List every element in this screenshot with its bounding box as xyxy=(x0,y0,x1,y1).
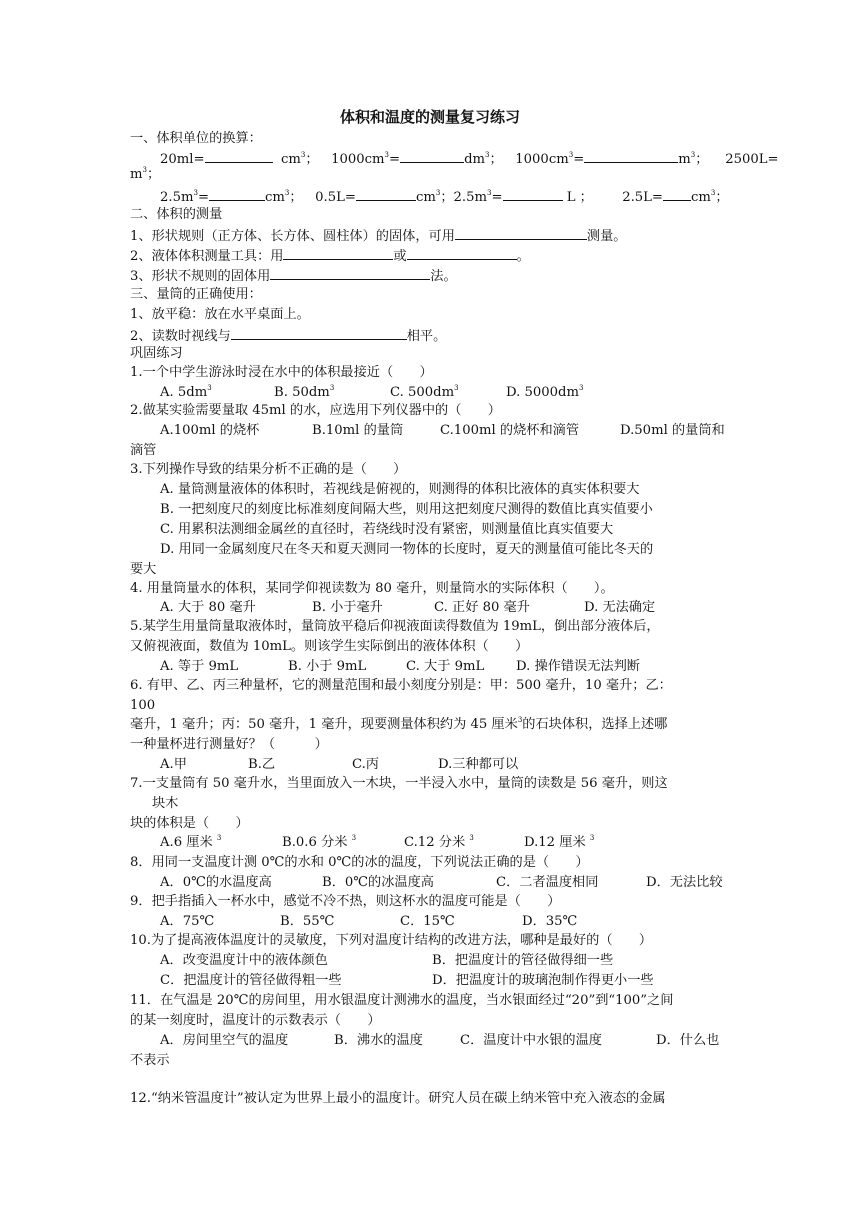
option-d[interactable] xyxy=(524,834,594,852)
option-b[interactable]: B．55℃ xyxy=(280,914,335,929)
option-a[interactable]: A. 等于 9mL xyxy=(160,659,239,674)
option-text: B. 50dm xyxy=(274,385,330,400)
question-9-stem: 9．把手指插入一杯水中，感觉不冷不热，则这杯水的温度可能是（ ） xyxy=(130,894,561,909)
option-d[interactable]: D. 用同一金属刻度尺在冬天和夏天测同一物体的长度时，夏天的测量值可能比冬天的 xyxy=(160,542,654,557)
question-1-options xyxy=(160,384,760,402)
question-8-stem: 8．用同一支温度计测 0℃的水和 0℃的冰的温度，下列说法正确的是（ ） xyxy=(130,855,589,870)
unit-label: cm xyxy=(415,190,436,205)
question-1-stem: 1.一个中学生游泳时浸在水中的体积最接近（ ） xyxy=(130,365,433,380)
option-text: D.12 厘米 xyxy=(524,835,586,850)
page-title: 体积和温度的测量复习练习 xyxy=(339,108,520,126)
answer-blank[interactable] xyxy=(231,326,407,340)
option-a[interactable]: A.100ml 的烧杯 xyxy=(160,423,260,438)
conv-2.5L: 2.5L= xyxy=(622,190,663,205)
question-9-options xyxy=(160,913,760,931)
question-7-line-3: 块的体积是（ ） xyxy=(130,816,249,831)
option-c[interactable]: C. 用累积法测细金属丝的直径时，若绕线时没有紧密，则测量值比真实值要大 xyxy=(160,522,614,537)
unit-conversion-row-2 xyxy=(160,187,730,207)
option-d[interactable] xyxy=(506,384,583,402)
question-11-line-2: 的某一刻度时，温度计的示数表示（ ） xyxy=(130,1013,381,1028)
equals: = xyxy=(491,190,503,205)
superscript: 3 xyxy=(207,384,212,392)
option-a[interactable]: A．房间里空气的温度 xyxy=(160,1033,289,1048)
question-11-wrap: 不表示 xyxy=(130,1053,170,1068)
question-11-line-1: 11．在气温是 20℃的房间里，用水银温度计测沸水的温度，当水银面经过“20”到“100”之间 xyxy=(130,993,674,1008)
conv-20ml: 20ml= xyxy=(160,152,205,167)
option-c[interactable] xyxy=(390,384,506,402)
question-6-line-4: 一种量杯进行测量好？（ ） xyxy=(130,737,328,752)
question-11-options xyxy=(160,1032,730,1050)
separator: ； xyxy=(715,190,729,205)
option-d[interactable]: D.三种都可以 xyxy=(438,757,519,772)
practice-heading: 巩固练习 xyxy=(130,346,183,361)
option-b[interactable] xyxy=(274,384,390,402)
question-10-stem: 10.为了提高液体温度计的灵敏度，下列对温度计结构的改进方法，哪种是最好的（ ） xyxy=(130,933,653,948)
answer-blank[interactable] xyxy=(663,187,691,201)
option-a[interactable]: A．75℃ xyxy=(160,914,215,929)
question-7-line-1: 7.一支量筒有 50 毫升水，当里面放入一木块，一半浸入水中，量筒的读数是 56 毫升，则这 xyxy=(130,776,668,791)
question-5-options xyxy=(160,658,760,676)
answer-blank[interactable] xyxy=(205,149,273,163)
option-text: B.0.6 分米 xyxy=(282,835,348,850)
option-b[interactable]: B．把温度计的管径做得细一些 xyxy=(432,953,614,968)
superscript: 3 xyxy=(690,151,696,159)
option-a[interactable]: A．0℃的水温度高 xyxy=(160,875,272,890)
line-text: 法。 xyxy=(430,269,457,284)
unit-label: cm xyxy=(280,152,301,167)
conv-2.5m3-L: 2.5m xyxy=(453,190,487,205)
section-1-heading: 一、体积单位的换算： xyxy=(130,131,262,146)
option-d[interactable]: D. 操作错误无法判断 xyxy=(516,659,640,674)
line-text: 相平。 xyxy=(406,329,447,344)
superscript: 3 xyxy=(142,166,147,174)
separator: ； xyxy=(289,190,303,205)
superscript: 3 xyxy=(351,834,357,842)
section-3-heading: 三、量筒的正确使用： xyxy=(130,287,262,302)
line-text: 或 xyxy=(393,249,407,264)
option-d[interactable]: D．无法比较 xyxy=(646,875,723,890)
option-d[interactable]: D. 无法确定 xyxy=(584,600,656,615)
question-6-line-1: 6. 有甲、乙、丙三种量杯，它的测量范围和最小刻度分别是：甲：500 毫升，10 毫升；乙： xyxy=(130,678,672,693)
unit-label: m xyxy=(678,152,691,167)
option-c[interactable]: C.100ml 的烧杯和滴管 xyxy=(440,423,580,438)
line-text: 测量。 xyxy=(586,229,627,244)
option-a[interactable]: A. 大于 80 毫升 xyxy=(160,600,256,615)
answer-blank[interactable] xyxy=(209,187,265,201)
option-text: D. 5000dm xyxy=(506,385,579,400)
option-b[interactable]: B. 一把刻度尺的刻度比标准刻度间隔大些，则用这把刻度尺测得的数值比真实值要小 xyxy=(160,502,653,517)
conv-1000cm3-dm: 1000cm xyxy=(331,152,385,167)
option-b[interactable]: B．沸水的温度 xyxy=(334,1033,423,1048)
separator: ； xyxy=(146,167,161,182)
question-6-options xyxy=(160,756,760,774)
line-text: 2、读数时视线与 xyxy=(130,329,231,344)
option-c[interactable]: C．二者温度相同 xyxy=(496,875,599,890)
option-d[interactable]: D．什么也 xyxy=(656,1033,720,1048)
option-d[interactable]: D．35℃ xyxy=(522,914,578,929)
option-a[interactable]: A．改变温度计中的液体颜色 xyxy=(160,953,328,968)
line-text: 的石块体积，选择上述哪 xyxy=(522,717,668,732)
line-text: 。 xyxy=(516,249,530,264)
superscript: 3 xyxy=(579,384,584,392)
irregular-solid-line xyxy=(130,266,730,286)
superscript: 3 xyxy=(486,189,492,197)
superscript: 3 xyxy=(216,834,222,842)
superscript: 3 xyxy=(329,384,335,392)
question-12-line-1: 12.“纳米管温度计”被认定为世界上最小的温度计。研究人员在碳上纳米管中充入液态的金属 xyxy=(130,1091,666,1106)
answer-blank[interactable] xyxy=(407,246,517,260)
option-text: A. 5dm xyxy=(160,385,208,400)
question-7-options xyxy=(160,834,760,852)
answer-blank[interactable] xyxy=(503,187,563,201)
option-d[interactable]: D.50ml 的量筒和 xyxy=(620,423,725,438)
option-c[interactable] xyxy=(404,834,524,852)
question-2-wrap: 滴管 xyxy=(130,443,157,458)
conv-1000cm3-m: 1000cm xyxy=(515,152,569,167)
answer-blank[interactable] xyxy=(283,246,393,260)
unit-label: L ； xyxy=(566,190,593,205)
line-text: 2、液体体积测量工具：用 xyxy=(130,249,284,264)
conv-0.5L: 0.5L= xyxy=(315,190,356,205)
superscript: 3 xyxy=(384,151,390,159)
option-text: A.6 厘米 xyxy=(160,835,213,850)
conv-2500L: 2500L= xyxy=(725,152,779,167)
option-a[interactable]: A.甲 xyxy=(160,757,187,772)
option-a[interactable] xyxy=(160,834,282,852)
equals: = xyxy=(197,190,210,205)
separator: ； xyxy=(305,152,319,167)
question-2-options xyxy=(160,422,730,440)
unit-label: m xyxy=(130,167,143,182)
superscript: 3 xyxy=(517,716,523,724)
option-a[interactable]: A. 量筒测量液体的体积时，若视线是俯视的，则测得的体积比液体的真实体积要大 xyxy=(160,482,640,497)
option-c[interactable]: C. 大于 9mL xyxy=(406,659,485,674)
superscript: 3 xyxy=(469,834,474,842)
question-8-options xyxy=(160,874,730,892)
question-6-line-3 xyxy=(130,716,730,734)
answer-blank[interactable] xyxy=(270,266,430,280)
superscript: 3 xyxy=(454,384,459,392)
superscript: 3 xyxy=(568,151,574,159)
regular-solid-line xyxy=(130,226,730,246)
answer-blank[interactable] xyxy=(400,149,464,163)
line-text: 毫升，1 毫升；丙：50 毫升，1 毫升，现要测量体积约为 45 厘米 xyxy=(130,717,518,732)
separator: ； xyxy=(695,152,709,167)
conv-2.5m3: 2.5m xyxy=(160,190,194,205)
unit-label: cm xyxy=(690,190,711,205)
superscript: 3 xyxy=(485,151,490,159)
answer-blank[interactable] xyxy=(584,149,678,163)
superscript: 3 xyxy=(589,834,595,842)
equals: = xyxy=(573,152,585,167)
answer-blank[interactable] xyxy=(356,187,416,201)
separator: ； xyxy=(489,152,503,167)
question-10-options-row-2 xyxy=(160,972,760,990)
cylinder-rule-1: 1、放平稳：放在水平桌面上。 xyxy=(130,307,310,322)
unit-label: cm xyxy=(265,190,285,205)
option-text: C.12 分米 xyxy=(404,835,466,850)
question-4-options xyxy=(160,599,760,617)
question-3-stem: 3.下列操作导致的结果分析不正确的是（ ） xyxy=(130,462,407,477)
question-5-line-2: 又俯视液面，数值为 10mL。则该学生实际倒出的液体体积（ ） xyxy=(130,639,529,654)
liquid-tool-line xyxy=(130,246,730,266)
option-b[interactable]: B.10ml 的量筒 xyxy=(312,423,404,438)
superscript: 3 xyxy=(710,189,716,197)
answer-blank[interactable] xyxy=(455,226,587,240)
question-10-options-row-1 xyxy=(160,952,760,970)
superscript: 3 xyxy=(193,189,198,197)
question-4-stem: 4. 用量筒量水的体积，某同学仰视读数为 80 毫升，则量筒水的实际体积（ ）。 xyxy=(130,581,614,596)
superscript: 3 xyxy=(435,189,441,197)
option-b[interactable]: B. 小于 9mL xyxy=(288,659,367,674)
option-c[interactable]: C.丙 xyxy=(352,757,379,772)
unit-label: dm xyxy=(464,152,486,167)
option-text: C. 500dm xyxy=(390,385,455,400)
option-c[interactable]: C. 正好 80 毫升 xyxy=(434,600,530,615)
cylinder-rule-2 xyxy=(130,326,730,346)
unit-wrap-line xyxy=(130,166,730,184)
option-b[interactable]: B. 小于毫升 xyxy=(312,600,383,615)
question-3-wrap: 要大 xyxy=(130,562,157,577)
option-c[interactable]: C．温度计中水银的温度 xyxy=(460,1033,602,1048)
section-2-heading: 二、体积的测量 xyxy=(130,207,223,222)
superscript: 3 xyxy=(284,189,290,197)
question-6-line-2: 100 xyxy=(130,698,156,713)
superscript: 3 xyxy=(300,151,306,159)
option-d[interactable]: D．把温度计的玻璃泡制作得更小一些 xyxy=(432,973,654,988)
separator: ； xyxy=(440,190,454,205)
option-a[interactable] xyxy=(160,384,274,402)
equals: = xyxy=(389,152,401,167)
option-c[interactable]: C．15℃ xyxy=(400,914,455,929)
option-b[interactable]: B．0℃的冰温度高 xyxy=(322,875,434,890)
line-text: 1、形状规则（正方体、长方体、圆柱体）的固体，可用 xyxy=(130,229,455,244)
line-text: 3、形状不规则的固体用 xyxy=(130,269,271,284)
question-5-line-1: 5.某学生用量筒量取液体时，量筒放平稳后仰视液面读得数值为 19mL，倒出部分液体后， xyxy=(130,619,660,634)
question-7-line-2: 块木 xyxy=(152,796,179,811)
option-c[interactable]: C．把温度计的管径做得粗一些 xyxy=(160,973,342,988)
option-b[interactable]: B.乙 xyxy=(248,757,276,772)
question-2-stem: 2.做某实验需要量取 45ml 的水，应选用下列仪器中的（ ） xyxy=(130,403,501,418)
option-b[interactable] xyxy=(282,834,404,852)
